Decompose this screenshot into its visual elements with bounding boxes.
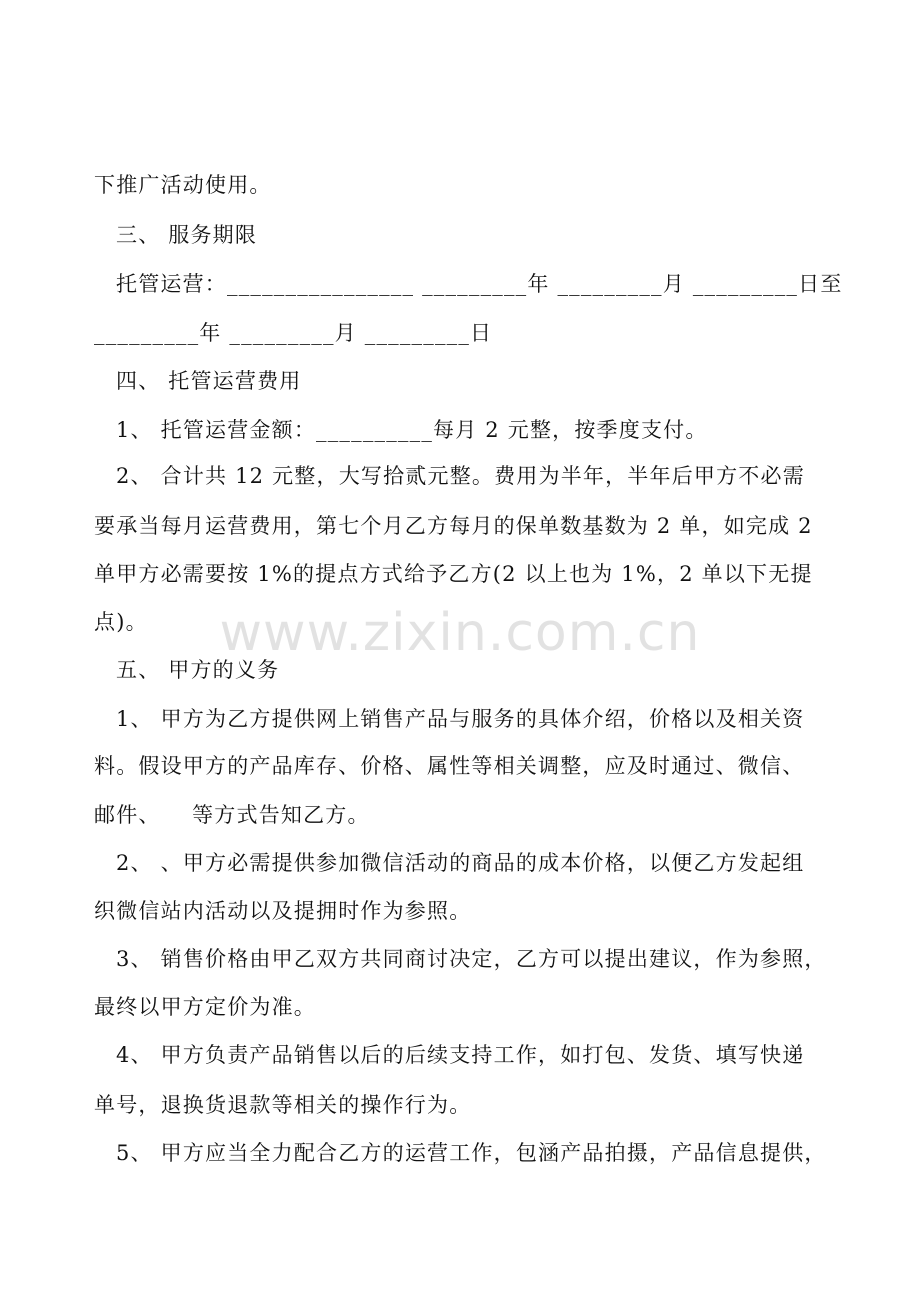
text-line: 邮件、 等方式告知乙方。 — [94, 803, 370, 827]
text-line: 要承当每月运营费用，第七个月乙方每月的保单数基数为 2 单，如完成 2 — [94, 514, 813, 538]
section-heading: 五、 甲方的义务 — [116, 658, 280, 682]
text-line: 点)。 — [94, 610, 148, 634]
text-line: 2、 合计共 12 元整，大写拾贰元整。费用为半年，半年后甲方不必需 — [116, 464, 805, 488]
text-line: 3、 销售价格由甲乙双方共同商讨决定，乙方可以提出建议，作为参照， — [116, 947, 827, 971]
text-line: 4、 甲方负责产品销售以后的后续支持工作，如打包、发货、填写快递 — [116, 1043, 805, 1067]
text-line: 单甲方必需要按 1%的提点方式给予乙方(2 以上也为 1%，2 单以下无提 — [94, 562, 813, 586]
section-heading: 三、 服务期限 — [116, 223, 258, 247]
text-line: 料。假设甲方的产品库存、价格、属性等相关调整，应及时通过、微信、 — [94, 754, 805, 778]
text-line: 5、 甲方应当全力配合乙方的运营工作，包涵产品拍摄，产品信息提供， — [116, 1141, 827, 1165]
text-line: 下推广活动使用。 — [94, 173, 272, 197]
text-line: 托管运营：________________ _________年 _________月 _________日至 — [116, 272, 843, 296]
text-line: 1、 甲方为乙方提供网上销售产品与服务的具体介绍，价格以及相关资 — [116, 707, 805, 731]
text-line: 织微信站内活动以及提拥时作为参照。 — [94, 899, 472, 923]
text-line: 最终以甲方定价为准。 — [94, 995, 316, 1019]
text-line: 2、 、甲方必需提供参加微信活动的商品的成本价格，以便乙方发起组 — [116, 851, 805, 875]
text-line: 1、 托管运营金额：__________每月 2 元整，按季度支付。 — [116, 418, 708, 442]
watermark: www.zixin.com.cn — [219, 603, 701, 663]
text-line: _________年 _________月 _________日 — [94, 321, 493, 345]
section-heading: 四、 托管运营费用 — [116, 369, 302, 393]
text-line: 单号，退换货退款等相关的操作行为。 — [94, 1093, 472, 1117]
